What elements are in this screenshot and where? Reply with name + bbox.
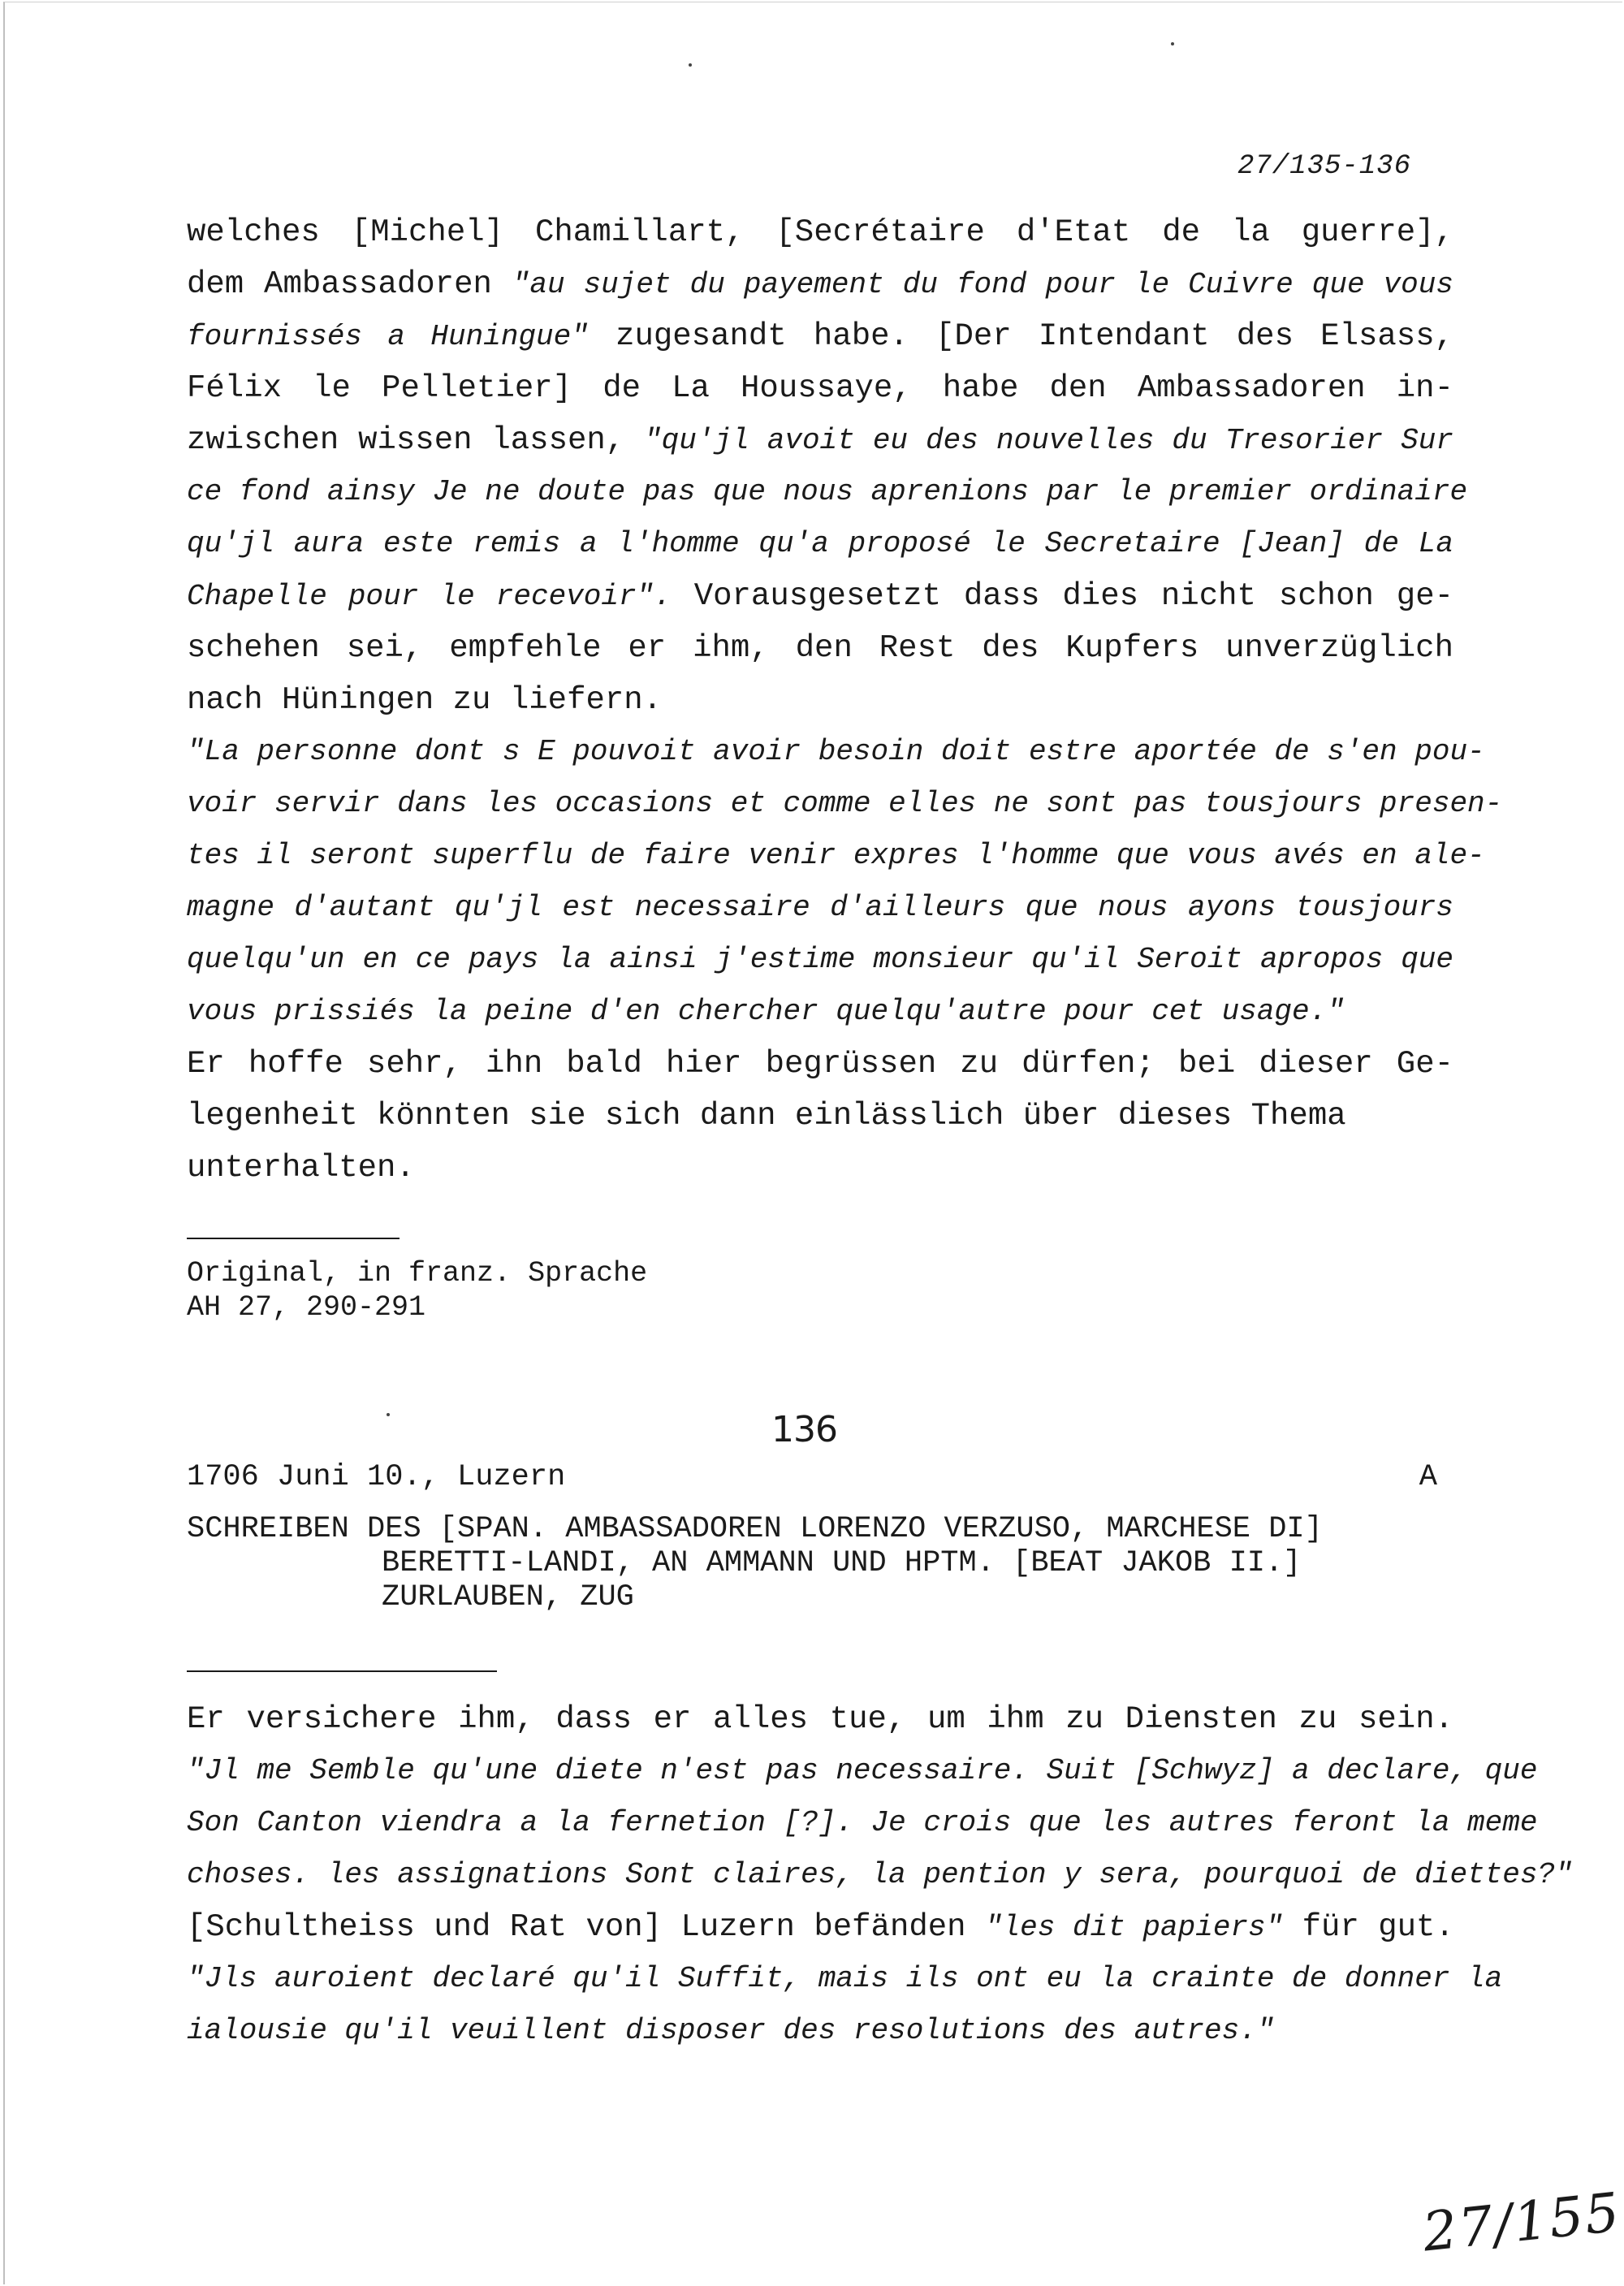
text-line: unterhalten. [187, 1150, 415, 1186]
source-separator [187, 1238, 400, 1239]
text-line: Er versichere ihm, dass er alles tue, um ihm zu Diensten zu sein. [187, 1701, 1453, 1737]
text-line: Félix le Pelletier] de La Houssaye, habe den Ambassadoren in- [187, 370, 1453, 406]
text-line: schehen sei, empfehle er ihm, den Rest des Kupfers unverzüglich [187, 630, 1453, 666]
scan-speck [689, 63, 692, 67]
text-line: dem Ambassadoren "au sujet du payement du fond pour le Cuivre que vous [187, 266, 1453, 302]
handwritten-page-number: 27/155 [1419, 2180, 1624, 2264]
quote-line: "Jl me Semble qu'une diete n'est pas necessaire. Suit [Schwyz] a declare, que [187, 1754, 1538, 1787]
page-reference: 27/135-136 [1237, 151, 1411, 182]
header-separator [187, 1670, 497, 1672]
quote-line: tes il seront superflu de faire venir expres l'homme que vous avés en ale- [187, 839, 1485, 872]
quote-line: vous prissiés la peine d'en chercher quelqu'autre pour cet usage." [187, 995, 1345, 1028]
text-line: Chapelle pour le recevoir". Vorausgesetzt dass dies nicht schon ge- [187, 578, 1453, 614]
letter-code: A [1419, 1460, 1437, 1494]
quote-line: ce fond ainsy Je ne doute pas que nous aprenions par le premier ordinaire [187, 475, 1468, 508]
document-136-text [187, 1693, 1573, 2057]
quote-line: choses. les assignations Sont claires, la pention y sera, pourquoi de diettes?" [187, 1858, 1573, 1891]
quote-line: quelqu'un en ce pays la ainsi j'estime monsieur qu'il Seroit apropos que [187, 943, 1453, 976]
quote-line: Son Canton viendra a la fernetion [?]. Je crois que les autres feront la meme [187, 1806, 1538, 1839]
date-place: 1706 Juni 10., Luzern [187, 1460, 566, 1494]
text-line: Er hoffe sehr, ihn bald hier begrüssen zu dürfen; bei dieser Ge- [187, 1046, 1453, 1082]
header-line: SCHREIBEN DES [SPAN. AMBASSADOREN LORENZO VERZUSO, MARCHESE DI] [187, 1512, 1323, 1546]
scan-speck [1171, 42, 1174, 45]
document-135-text [187, 206, 1503, 1194]
text-line: fournissés a Huningue" zugesandt habe. [Der Intendant des Elsass, [187, 318, 1453, 354]
text-line: [Schultheiss und Rat von] Luzern befänden "les dit papiers" für gut. [187, 1909, 1454, 1945]
text-line: welches [Michel] Chamillart, [Secrétaire d'Etat de la guerre], [187, 214, 1453, 250]
source-line: AH 27, 290-291 [187, 1291, 426, 1324]
source-line: Original, in franz. Sprache [187, 1257, 648, 1290]
scan-speck [387, 1413, 390, 1416]
document-number: 136 [771, 1409, 837, 1450]
quote-line: "La personne dont s E pouvoit avoir besoin doit estre aportée de s'en pou- [187, 735, 1485, 768]
quote-line: ialousie qu'il veuillent disposer des resolutions des autres." [187, 2014, 1275, 2047]
text-line: zwischen wissen lassen, "qu'jl avoit eu des nouvelles du Tresorier Sur [187, 422, 1453, 458]
quote-line: voir servir dans les occasions et comme elles ne sont pas tousjours presen- [187, 787, 1503, 820]
quote-line: magne d'autant qu'jl est necessaire d'ailleurs que nous ayons tousjours [187, 891, 1453, 924]
document-136-header [187, 1460, 1437, 1614]
header-line: ZURLAUBEN, ZUG [382, 1580, 634, 1614]
quote-line: qu'jl aura este remis a l'homme qu'a proposé le Secretaire [Jean] de La [187, 527, 1453, 560]
text-line: legenheit könnten sie sich dann einlässlich über dieses Thema [187, 1098, 1346, 1134]
text-line: nach Hüningen zu liefern. [187, 682, 663, 718]
quote-line: "Jls auroient declaré qu'il Suffit, mais ils ont eu la crainte de donner la [187, 1962, 1503, 1995]
header-line: BERETTI-LANDI, AN AMMANN UND HPTM. [BEAT JAKOB II.] [382, 1546, 1302, 1580]
source-note [187, 1256, 1453, 1324]
